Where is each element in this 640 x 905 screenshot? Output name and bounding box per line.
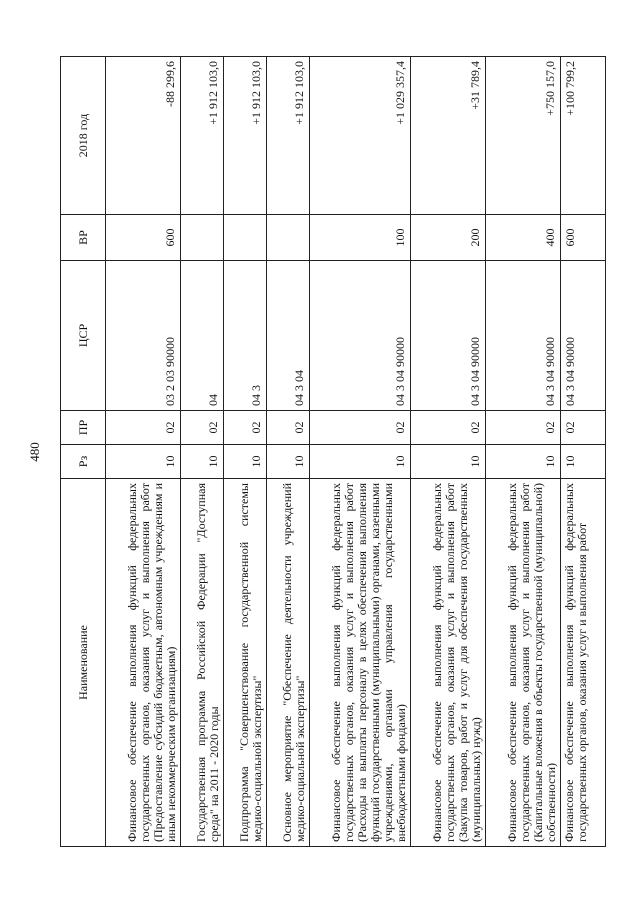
row-csr: 04 3 04 90000 [486, 261, 561, 411]
row-pr: 02 [181, 411, 224, 445]
header-name: Наименование [61, 479, 106, 847]
rotated-table-container [60, 57, 589, 847]
row-name: Финансовое обеспечение выполнения функций федеральных государственных органов, оказания услуг и выполнения работ (Предоставление субсидий бюджетным, автономным учреждениям и иным некоммерческим организациям) [106, 479, 181, 847]
row-rz: 10 [411, 445, 486, 479]
row-rz: 10 [310, 445, 411, 479]
row-value: +1 912 103,0 [267, 57, 310, 215]
row-pr: 02 [106, 411, 181, 445]
row-name: Государственная программа Российской Федерации "Доступная среда" на 2011 - 2020 годы [181, 479, 224, 847]
row-vr: 400 [486, 215, 561, 261]
row-value: +100 799,2 [561, 57, 606, 215]
row-value: +31 789,4 [411, 57, 486, 215]
row-csr: 04 3 04 90000 [310, 261, 411, 411]
header-vr: ВР [61, 215, 106, 261]
table-row [310, 57, 411, 847]
row-rz: 10 [267, 445, 310, 479]
table-header-row [61, 57, 106, 847]
row-vr: 600 [561, 215, 606, 261]
header-pr: ПР [61, 411, 106, 445]
row-name: Подпрограмма "Совершенствование государственной системы медико-социальной экспертизы" [224, 479, 267, 847]
row-rz: 10 [486, 445, 561, 479]
row-csr: 04 [181, 261, 224, 411]
row-value: +1 912 103,0 [224, 57, 267, 215]
budget-table-frame [60, 57, 589, 847]
row-name: Финансовое обеспечение выполнения функций федеральных государственных органов, оказания услуг и выполнения работ [561, 479, 606, 847]
row-pr: 02 [267, 411, 310, 445]
row-vr [181, 215, 224, 261]
row-name: Финансовое обеспечение выполнения функций федеральных государственных органов, оказания услуг и выполнения работ (Расходы на выплаты персоналу в целях обеспечения выполнения функций государственными (муниципальными) органами, казенными учреждениями, органами управления государственными внебюджетными фондами) [310, 479, 411, 847]
table-row [411, 57, 486, 847]
row-vr: 200 [411, 215, 486, 261]
budget-table [60, 56, 606, 847]
row-vr: 600 [106, 215, 181, 261]
row-pr: 02 [486, 411, 561, 445]
row-value: +1 029 357,4 [310, 57, 411, 215]
row-pr: 02 [224, 411, 267, 445]
row-rz: 10 [561, 445, 606, 479]
row-value: -88 299,6 [106, 57, 181, 215]
row-value: +750 157,0 [486, 57, 561, 215]
row-csr: 04 3 04 90000 [411, 261, 486, 411]
row-vr: 100 [310, 215, 411, 261]
header-rz: Рз [61, 445, 106, 479]
row-csr: 04 3 04 90000 [561, 261, 606, 411]
page-number: 480 [27, 442, 42, 462]
row-rz: 10 [181, 445, 224, 479]
header-year: 2018 год [61, 57, 106, 215]
table-row [106, 57, 181, 847]
row-vr [267, 215, 310, 261]
table-row [181, 57, 224, 847]
row-pr: 02 [561, 411, 606, 445]
row-pr: 02 [310, 411, 411, 445]
row-csr: 03 2 03 90000 [106, 261, 181, 411]
table-row [224, 57, 267, 847]
row-rz: 10 [106, 445, 181, 479]
table-row [486, 57, 561, 847]
row-value: +1 912 103,0 [181, 57, 224, 215]
row-vr [224, 215, 267, 261]
row-csr: 04 3 [224, 261, 267, 411]
row-name: Основное мероприятие "Обеспечение деятельности учреждений медико-социальной экспертизы" [267, 479, 310, 847]
row-csr: 04 3 04 [267, 261, 310, 411]
row-rz: 10 [224, 445, 267, 479]
table-row [561, 57, 606, 847]
row-name: Финансовое обеспечение выполнения функций федеральных государственных органов, оказания услуг и выполнения работ (Капитальные вложения в объекты государственной (муниципальной) собственности) [486, 479, 561, 847]
row-pr: 02 [411, 411, 486, 445]
table-row [267, 57, 310, 847]
header-csr: ЦСР [61, 261, 106, 411]
row-name: Финансовое обеспечение выполнения функций федеральных государственных органов, оказания услуг и выполнения работ (Закупка товаров, работ и услуг для обеспечения государственных (муниципальных) нужд) [411, 479, 486, 847]
